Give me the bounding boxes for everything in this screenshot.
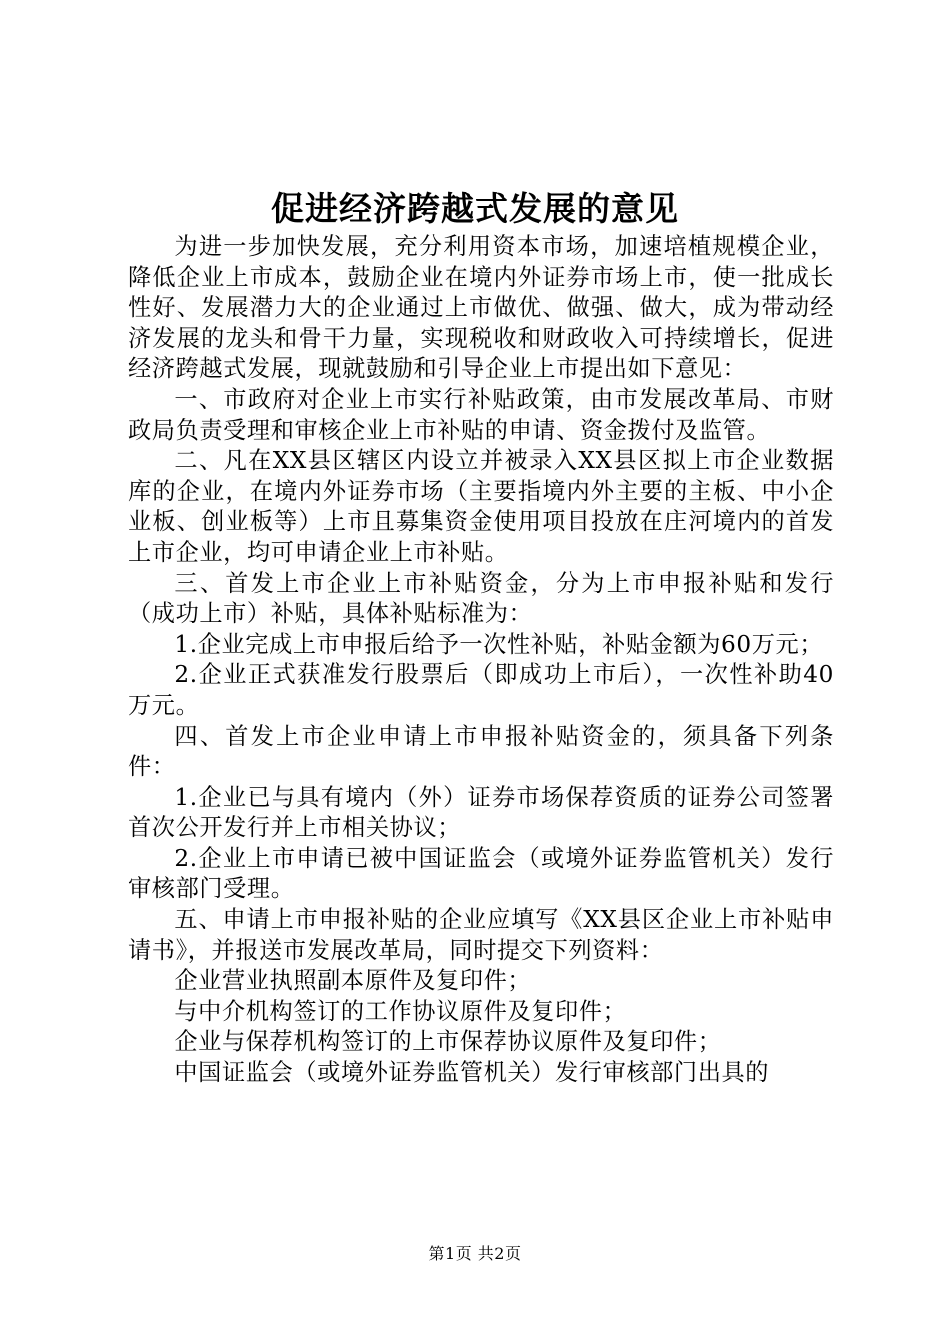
- paragraph-section-5-material-3: 企业与保荐机构签订的上市保荐协议原件及复印件；: [174, 1028, 722, 1056]
- paragraph-section-3: 三、首发上市企业上市补贴资金，分为上市申报补贴和发行（成功上市）补贴，具体补贴标准为：: [128, 569, 834, 628]
- page-title: 促进经济跨越式发展的意见: [271, 189, 679, 228]
- paragraph-section-5: 五、申请上市申报补贴的企业应填写《XX县区企业上市补贴申请书》，并报送市发展改革局，同时提交下列资料：: [128, 906, 834, 964]
- paragraph-section-4: 四、首发上市企业申请上市申报补贴资金的，须具备下列条件：: [128, 722, 834, 781]
- paragraph-section-1: 一、市政府对企业上市实行补贴政策，由市发展改革局、市财政局负责受理和审核企业上市补贴的申请、资金拨付及监管。: [128, 385, 834, 444]
- paragraph-section-5-material-2: 与中介机构签订的工作协议原件及复印件；: [174, 997, 627, 1025]
- paragraph-section-2: 二、凡在XX县区辖区内设立并被录入XX县区拟上市企业数据库的企业，在境内外证券市场（主要指境内外主要的主板、中小企业板、创业板等）上市且募集资金使用项目投放在庄河境内的首发上市企业，均可申请企业上市补贴。: [128, 447, 834, 566]
- paragraph-section-5-material-1: 企业营业执照副本原件及复印件；: [174, 967, 532, 995]
- page-number-footer: 第1页 共2页: [428, 1244, 522, 1263]
- paragraph-section-4-item-1: 1.企业已与具有境内（外）证券市场保荐资质的证券公司签署首次公开发行并上市相关协议；: [128, 783, 834, 842]
- paragraph-section-5-material-4: 中国证监会（或境外证券监管机关）发行审核部门出具的: [174, 1059, 770, 1087]
- paragraph-intro: 为进一步加快发展，充分利用资本市场，加速培植规模企业，降低企业上市成本，鼓励企业在境内外证券市场上市，使一批成长性好、发展潜力大的企业通过上市做优、做强、做大，成为带动经济发展的龙头和骨干力量，实现税收和财政收入可持续增长，促进经济跨越式发展，现就鼓励和引导企业上市提出如下意见：: [128, 233, 834, 383]
- paragraph-section-3-item-2: 2.企业正式获准发行股票后（即成功上市后），一次性补助40万元。: [128, 661, 834, 719]
- document-body: [128, 232, 834, 1089]
- paragraph-section-4-item-2: 2.企业上市申请已被中国证监会（或境外证券监管机关）发行审核部门受理。: [128, 844, 834, 903]
- paragraph-section-3-item-1: 1.企业完成上市申报后给予一次性补贴，补贴金额为60万元；: [174, 630, 824, 658]
